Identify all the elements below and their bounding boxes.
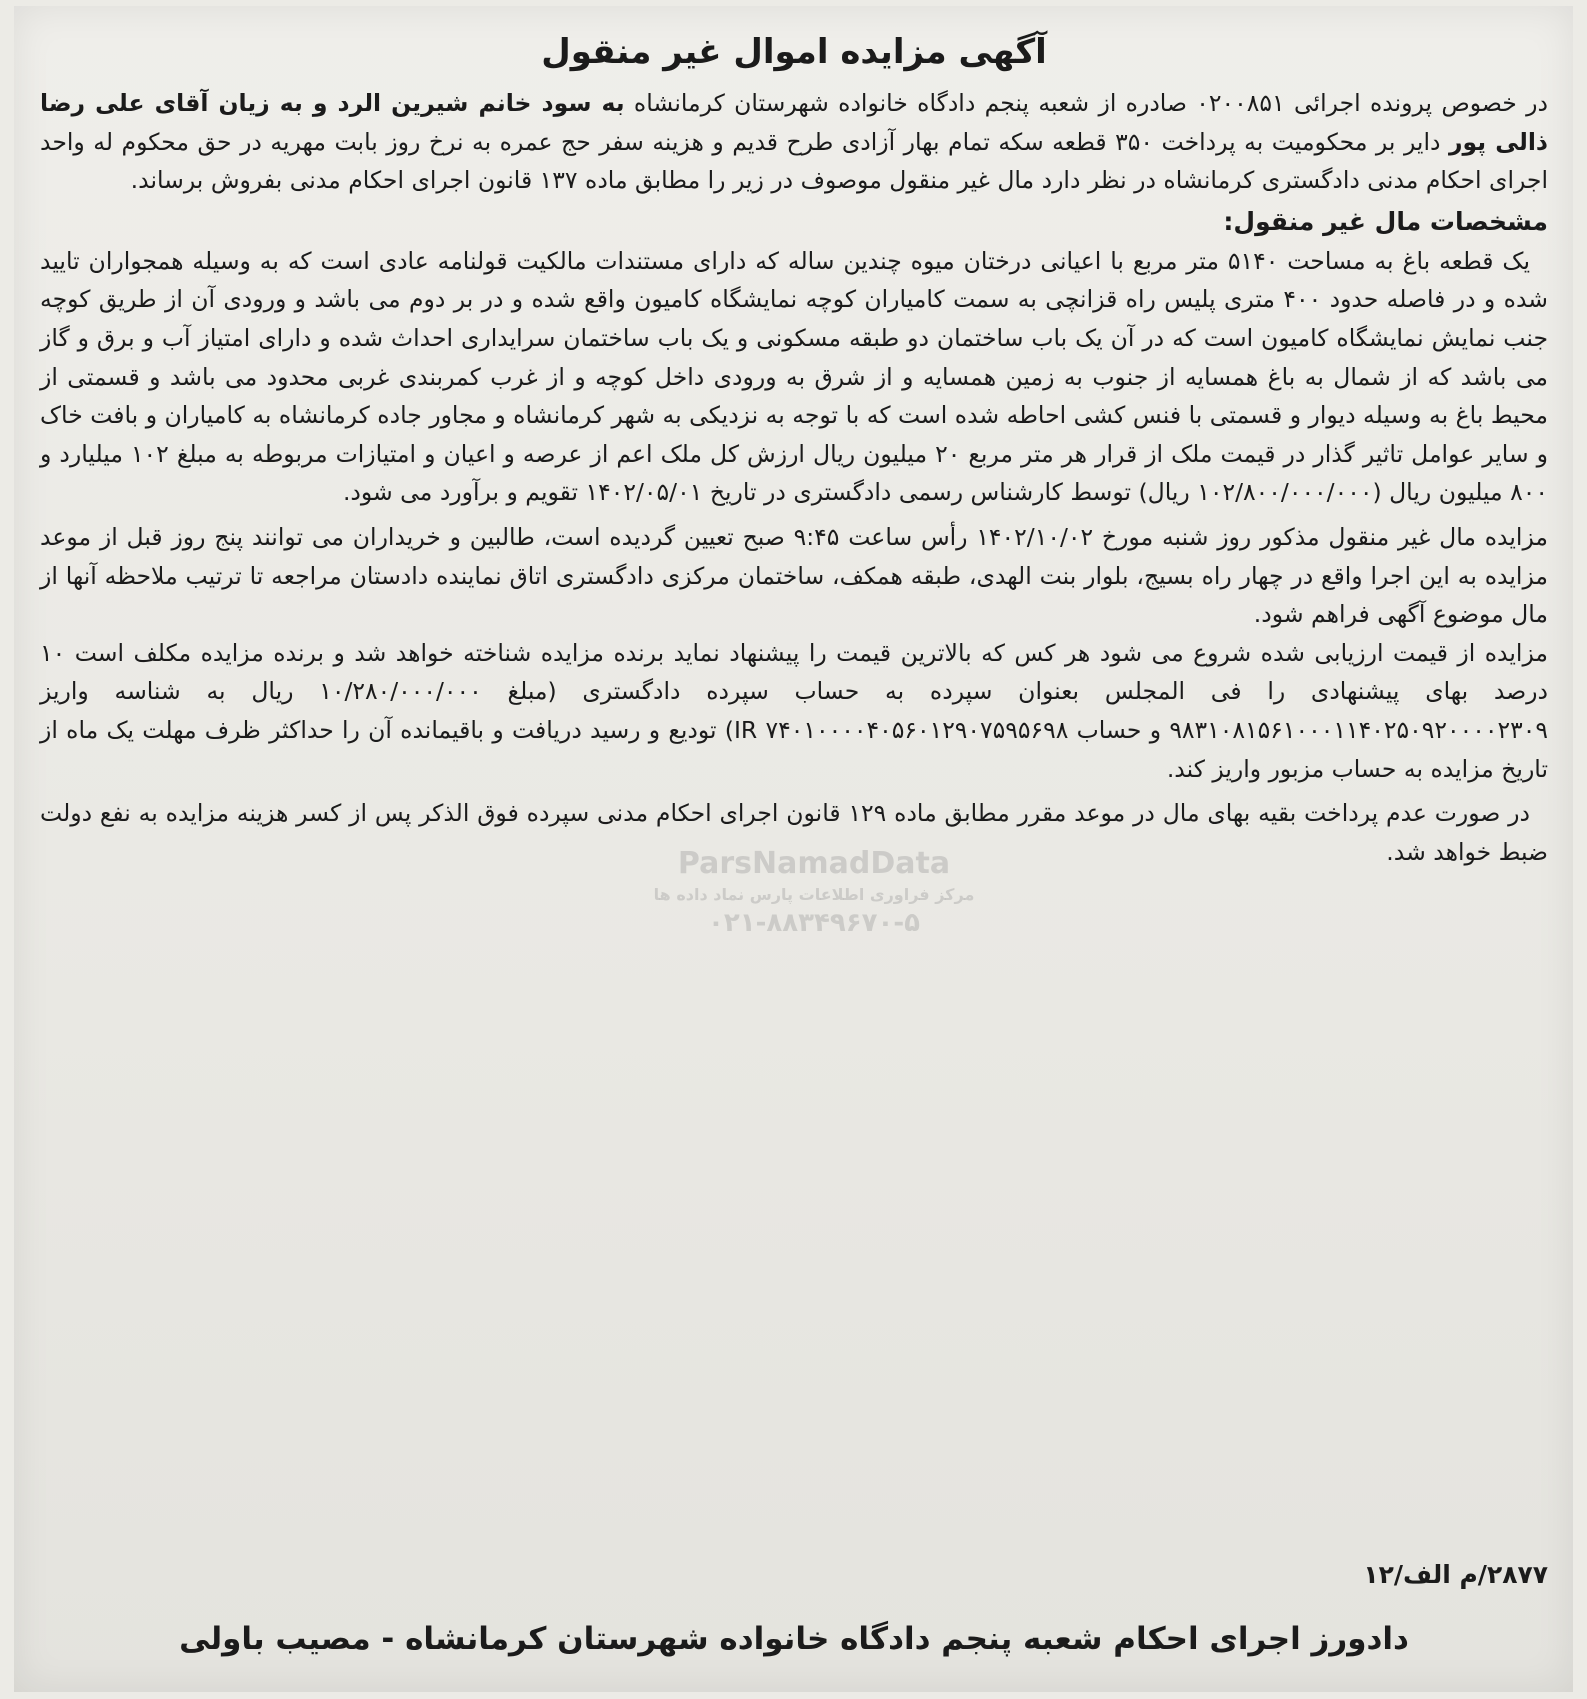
- intro-case: در خصوص پرونده اجرائی ۰۲۰۰۸۵۱ صادره از شعبه پنجم دادگاه خانواده شهرستان کرمانشاه: [633, 89, 1548, 117]
- newspaper-clipping: [14, 6, 1573, 1692]
- auction-time-paragraph: مزایده مال غیر منقول مذکور روز شنبه مورخ ۱۴۰۲/۱۰/۰۲ رأس ساعت ۹:۴۵ صبح تعیین گردیده است، طالبین و خریداران می توانند پنج روز قبل از موعد مزایده به این اجرا واقع در چهار راه بسیج، بلوار بنت الهدی، طبقه همکف، ساختمان مرکزی دادگستری اتاق نماینده دادستان مراجعه تا ترتیب ملاحظه آنها از مال موضوع آگهی فراهم شود.: [40, 522, 1549, 629]
- property-description: یک قطعه باغ به مساحت ۵۱۴۰ متر مربع با اعیانی درختان میوه چندین ساله که دارای مستندات مالکیت قولنامه عادی است که به وسیله همجواران تایید شده و در فاصله حدود ۴۰۰ متری پلیس راه قزانچی به سمت کامیاران کوچه نمایشگاه کامیون واقع شده و در بر دوم می باشد و ورودی آن از طریق کوچه جنب نمایش نمایشگاه کامیون است که در آن یک باب ساختمان دو طبقه مسکونی و یک باب ساختمان سرایداری احداث شده و دارای امتیاز آب و برق و گاز می باشد که از شمال به باغ همسایه از جنوب به زمین همسایه و از شرق به ورودی داخل کوچه و از غرب کمربندی غربی محدود می باشد و قسمتی از محیط باغ به وسیله دیوار و قسمتی با فنس کشی احاطه شده است که با توجه به نزدیکی به شهر کرمانشاه و مجاور جاده کرمانشاه به کامیاران و بافت خاک و سایر عوامل تاثیر گذار در قیمت ملک از قرار هر متر مربع ۲۰ میلیون ریال ارزش کل ملک اعم از عرصه و اعیان و امتیازات مربوطه به مبلغ ۱۰۲ میلیارد و ۸۰۰ میلیون ریال (۱۰۲/۸۰۰/۰۰۰/۰۰۰ ریال) توسط کارشناس رسمی دادگستری در تاریخ ۱۴۰۲/۰۵/۰۱ تقویم و برآورد می شود.: [40, 246, 1548, 507]
- reference-number: [40, 1560, 1548, 1589]
- watermark-phone: ۰۲۱-۸۸۳۴۹۶۷۰-۵: [707, 908, 920, 938]
- penalty-paragraph: در صورت عدم پرداخت بقیه بهای مال در موعد مقرر مطابق ماده ۱۲۹ قانون اجرای احکام مدنی سپرده فوق الذکر پس از کسر هزینه مزایده به نفع دولت ضبط خواهد شد.: [40, 799, 1548, 866]
- notice-title: آگهی مزایده اموال غیر منقول: [541, 32, 1047, 72]
- notice-body: [40, 22, 1548, 1682]
- auction-terms-paragraph: مزایده از قیمت ارزیابی شده شروع می شود هر کس که بالاترین قیمت را پیشنهاد نماید برنده مزایده شناخته خواهد شد و برنده مزایده مکلف است ۱۰ درصد بهای پیشنهادی را فی المجلس بعنوان سپرده به حساب سپرده دادگستری (مبلغ ۱۰/۲۸۰/۰۰۰/۰۰۰ ریال به شناسه واریز ۹۸۳۱۰۸۱۵۶۱۰۰۰۱۱۴۰۲۵۰۹۲۰۰۰۰۲۳۰۹ و حساب IR ۷۴۰۱۰۰۰۰۴۰۵۶۰۱۲۹۰۷۵۹۵۶۹۸) تودیع و رسید دریافت و باقیمانده آن را حداکثر ظرف مهلت یک ماه از تاریخ مزایده به حساب مزبور واریز کند.: [40, 638, 1548, 783]
- signature-line: دادورز اجرای احکام شعبه پنجم دادگاه خانواده شهرستان کرمانشاه - مصیب باولی: [179, 1621, 1409, 1657]
- watermark-brand: ParsNamadData: [677, 846, 951, 881]
- intro-parties: به سود خانم شیرین الرد و به زیان آقای علی رضا ذالی پور: [40, 89, 1548, 156]
- reference-number-text: ۲۸۷۷/م الف/۱۲: [1363, 1560, 1548, 1589]
- property-spec-heading: مشخصات مال غیر منقول:: [1223, 206, 1548, 236]
- watermark-subtitle: مرکز فراوری اطلاعات پارس نماد داده ها: [653, 885, 975, 904]
- intro-judgment: دایر بر محکومیت به پرداخت ۳۵۰ قطعه سکه تمام بهار آزادی طرح قدیم و هزینه سفر حج عمره به نرخ روز بابت مهریه در حق محکوم له واحد اجرای احکام مدنی دادگستری کرمانشاه در نظر دارد مال غیر منقول موصوف در زیر را مطابق ماده ۱۳۷ قانون اجرای احکام مدنی بفروش برساند.: [40, 127, 1548, 195]
- intro-paragraph: [40, 84, 1548, 200]
